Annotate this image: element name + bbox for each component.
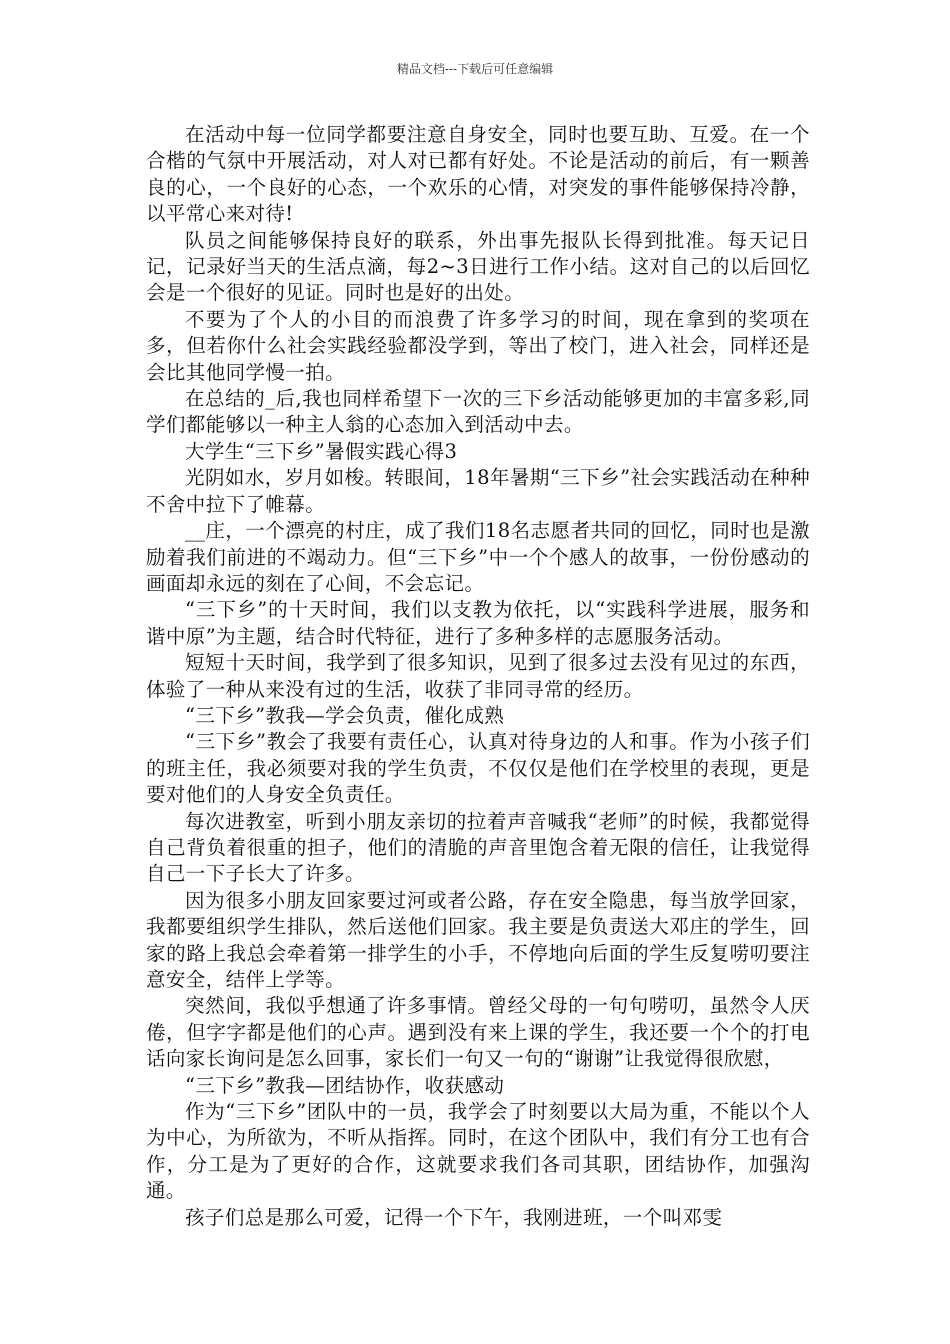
paragraph: __庄，一个漂亮的村庄，成了我们18名志愿者共同的回忆，同时也是激励着我们前进的不竭动力。但“三下乡”中一个个感人的故事，一份份感动的画面却永远的刻在了心间，不会忘记。 bbox=[146, 519, 810, 595]
paragraph: 在活动中每一位同学都要注意自身安全，同时也要互助、互爱。在一个合楷的气氛中开展活动，对人对已都有好处。不论是活动的前后，有一颗善良的心，一个良好的心态，一个欢乐的心情，对突发的事件能够保持冷静，以平常心来对待! bbox=[146, 123, 810, 226]
paragraph: 在总结的_后,我也同样希望下一次的三下乡活动能够更加的丰富多彩,同学们都能够以一种主人翁的心态加入到活动中去。 bbox=[146, 387, 810, 437]
paragraph: 不要为了个人的小目的而浪费了许多学习的时间，现在拿到的奖项在多，但若你什么社会实践经验都没学到，等出了校门，进入社会，同样还是会比其他同学慢一拍。 bbox=[146, 307, 810, 384]
paragraph: 短短十天时间，我学到了很多知识，见到了很多过去没有见过的东西，体验了一种从来没有过的生活，收获了非同寻常的经历。 bbox=[146, 651, 810, 701]
paragraph: 突然间，我似乎想通了许多事情。曾经父母的一句句唠叨，虽然令人厌倦，但字字都是他们的心声。遇到没有来上课的学生，我还要一个个的打电话向家长询问是怎么回事，家长们一句又一句的“谢谢”让我觉得很欣慰， bbox=[146, 994, 810, 1071]
paragraph: 光阴如水，岁月如梭。转眼间，18年暑期“三下乡”社会实践活动在种种不舍中拉下了帷幕。 bbox=[146, 466, 810, 516]
paragraph: 每次进教室，听到小朋友亲切的拉着声音喊我“老师”的时候，我都觉得自己背负着很重的担子，他们的清脆的声音里饱含着无限的信任，让我觉得自己一下子长大了许多。 bbox=[146, 809, 810, 886]
paragraph: 队员之间能够保持良好的联系，外出事先报队长得到批准。每天记日记，记录好当天的生活点滴，每2~3日进行工作小结。这对自己的以后回忆会是一个很好的见证。同时也是好的出处。 bbox=[146, 228, 810, 305]
paragraph: 孩子们总是那么可爱，记得一个下午，我刚进班，一个叫邓雯 bbox=[185, 1205, 723, 1229]
paragraph: 因为很多小朋友回家要过河或者公路，存在安全隐患，每当放学回家，我都要组织学生排队，然后送他们回家。我主要是负责送大邓庄的学生，回家的路上我总会牵着第一排学生的小手，不停地向后面的学生反复唠叨要注意安全，结伴上学等。 bbox=[146, 888, 810, 991]
paragraph: “三下乡”的十天时间，我们以支教为依托，以“实践科学进展，服务和谐中原”为主题，结合时代特征，进行了多种多样的志愿服务活动。 bbox=[146, 598, 810, 648]
subsection-heading: “三下乡”教我—团结协作，收获感动 bbox=[185, 1073, 505, 1097]
page-header: 精品文档---下载后可任意编辑 bbox=[396, 62, 554, 76]
section-heading: 大学生“三下乡”暑假实践心得3 bbox=[185, 439, 458, 463]
subsection-heading: “三下乡”教我—学会负责，催化成熟 bbox=[185, 703, 505, 727]
document-body bbox=[146, 122, 810, 1231]
paragraph: “三下乡”教会了我要有责任心，认真对待身边的人和事。作为小孩子们的班主任，我必须要对我的学生负责，不仅仅是他们在学校里的表现，更是要对他们的人身安全负责任。 bbox=[146, 730, 810, 807]
paragraph: 作为“三下乡”团队中的一员，我学会了时刻要以大局为重，不能以个人为中心，为所欲为，不听从指挥。同时，在这个团队中，我们有分工也有合作，分工是为了更好的合作，这就要求我们各司其职，团结协作，加强沟通。 bbox=[146, 1100, 810, 1203]
